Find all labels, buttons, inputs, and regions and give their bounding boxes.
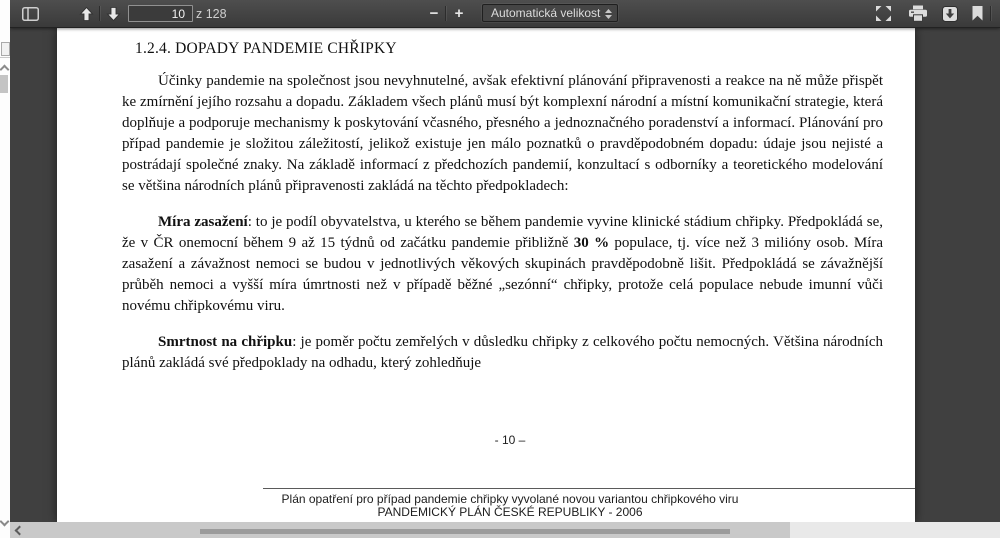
bookmark-icon (972, 6, 983, 21)
zoom-in-icon: + (454, 5, 464, 22)
zoom-select[interactable] (482, 4, 618, 22)
zoom-in-button[interactable] (450, 4, 468, 23)
paragraph-attack-rate (122, 212, 883, 317)
document-page (57, 27, 915, 523)
zoom-out-icon: − (429, 5, 439, 22)
next-page-button[interactable] (103, 4, 123, 23)
select-spinner-icon (605, 9, 612, 19)
page-up-icon (79, 6, 94, 22)
section-heading: 1.2.4. DOPADY PANDEMIE CHŘIPKY (135, 40, 397, 57)
paragraph-impacts (122, 71, 883, 197)
paragraph-text: : je poměr počtu zemřelých v důsledku chřipky z celkového počtu nemocných. Většina národních plánů zakládá své předpoklady na odhadu, který zohledňuje (122, 334, 884, 371)
page-count-label: z 128 (196, 7, 227, 21)
edge-scrollbar-thumb[interactable] (0, 75, 8, 93)
paragraph-text: Účinky pandemie na společnost jsou nevyhnutelné, avšak efektivní plánování připravenosti a reakce na ně může přispět ke zmírnění jejího rozsahu a dopadu. Základem všech plánů musí být komplexní národní a místní komunikační strategie, která doplňuje a podporuje mechanismy k poskytování včasného, přesného a jednoznačného poradenství a informací. Plánování pro případ pandemie je složitou záležitostí, jelikož existuje jen málo poznatků o pravděpodobném dopadu: údaje jsou nejisté a postrádají společné znaky. Na základě informací z předchozích pandemií, konzultací s odborníky a teoretického modelování se většina národních plánů připravenosti zakládá na těchto předpokladech: (122, 73, 883, 194)
print-button[interactable] (907, 4, 929, 23)
page-down-icon (106, 6, 121, 22)
download-button[interactable] (940, 4, 960, 23)
edge-scroll-button[interactable] (1, 42, 10, 56)
paragraph-lead-bold: Míra zasažení (158, 214, 248, 230)
pdf-toolbar (10, 0, 1000, 28)
page-number-input[interactable] (128, 5, 193, 22)
paragraph-mortality (122, 332, 883, 374)
paragraph-text: : to je podíl obyvatelstva, u kterého se během pandemie vyvine klinické stádium chřipky. Předpokládá se, že v ČR onemocní během 9 až 15 týdnů od začátku pandemie přibližně (122, 214, 883, 251)
page-footer (57, 433, 915, 523)
pdf-viewer (10, 0, 1000, 538)
zoom-out-button[interactable] (425, 4, 443, 23)
footer-title-line1: Plán opatření pro případ pandemie chřipky vyvolané novou variantou chřipkového viru (281, 492, 739, 506)
print-icon (908, 5, 928, 22)
zoom-select-value: Automatická velikost (491, 6, 601, 20)
sidebar-toggle-icon (22, 7, 39, 21)
paragraph-lead-bold: Smrtnost na chřipku (158, 334, 293, 350)
paragraph-text: populace, tj. více než 3 milióny osob. Míra zasažení a závažnost nemoci se budou v jednotlivých věkových skupinách pravděpodobně lišit. Předpokládá se závažnější průběh nemoci a vyšší míra úmrtnosti než v případě běžné „sezónní“ chřipky, protože celá populace nebude imunní vůči novému chřipkovému viru. (122, 235, 883, 314)
document-content (57, 27, 915, 374)
toolbar-separator (445, 6, 446, 21)
toolbar-separator (990, 6, 991, 21)
bookmark-button[interactable] (969, 4, 985, 23)
footer-rule (263, 488, 915, 489)
scroll-up-icon[interactable] (0, 65, 9, 75)
previous-page-button[interactable] (76, 4, 96, 23)
toolbar-separator (99, 6, 100, 21)
footer-title-line2: PANDEMICKÝ PLÁN ČESKÉ REPUBLIKY - 2006 (377, 505, 643, 519)
download-icon (942, 6, 958, 22)
left-edge-panel (0, 0, 10, 538)
sidebar-toggle-button[interactable] (18, 4, 42, 23)
paragraph-bold-value: 30 % (573, 235, 610, 251)
inner-scrollbar-thumb[interactable] (200, 529, 730, 534)
scroll-down-icon[interactable] (0, 517, 9, 527)
divider (0, 57, 10, 58)
footer-page-number: - 10 – (494, 433, 526, 447)
horizontal-scrollbar[interactable] (10, 522, 1000, 538)
presentation-mode-button[interactable] (873, 4, 893, 23)
fullscreen-icon (875, 5, 892, 22)
